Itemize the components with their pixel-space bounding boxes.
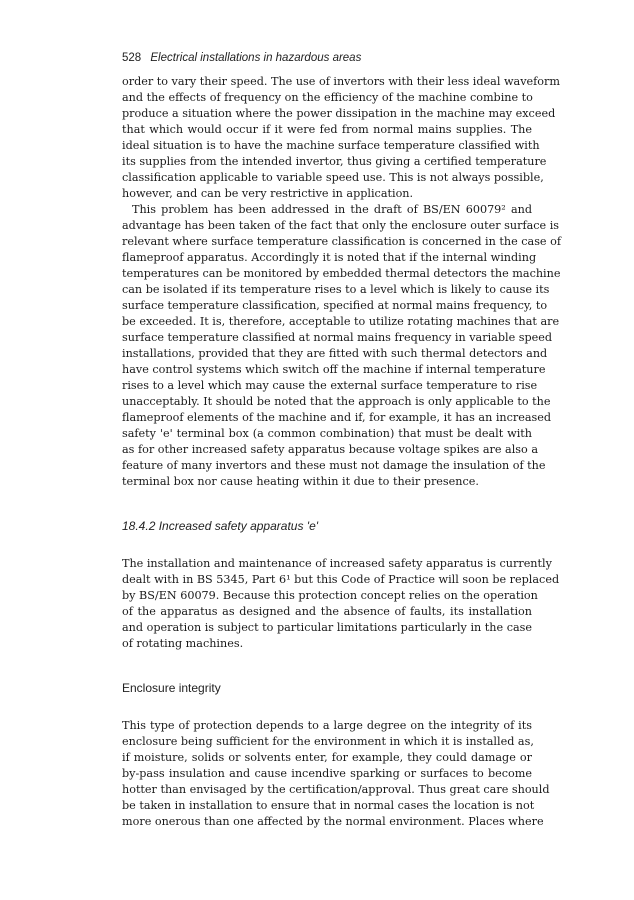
running-head-title: Electrical installations in hazardous areas xyxy=(150,52,362,64)
text-line: rises to a level which may cause the external surface temperature to rise xyxy=(122,379,538,392)
text-line: order to vary their speed. The use of invertors with their less ideal waveform xyxy=(122,75,560,88)
body-text xyxy=(122,74,561,830)
text-line: This problem has been addressed in the draft of BS/EN 60079² and xyxy=(132,203,532,216)
text-line: be exceeded. It is, therefore, acceptable to utilize rotating machines that are xyxy=(122,315,560,328)
text-line: unacceptably. It should be noted that the approach is only applicable to the xyxy=(122,395,551,408)
text-line: its supplies from the intended invertor, thus giving a certified temperature xyxy=(122,155,547,168)
text-line: terminal box nor cause heating within it due to their presence. xyxy=(122,475,479,488)
text-line: surface temperature classified at normal mains frequency in variable speed xyxy=(122,331,553,344)
text-line: more onerous than one affected by the normal environment. Places where xyxy=(122,815,544,828)
text-line: produce a situation where the power dissipation in the machine may exceed xyxy=(122,107,556,120)
paragraph-1 xyxy=(122,74,560,202)
text-line: surface temperature classification, specified at normal mains frequency, to xyxy=(122,299,548,312)
text-line: flameproof elements of the machine and if, for example, it has an increased xyxy=(122,411,552,424)
text-line: relevant where surface temperature classification is concerned in the case of xyxy=(122,235,561,248)
text-line: however, and can be very restrictive in application. xyxy=(122,187,414,200)
section-heading: 18.4.2 Increased safety apparatus 'e' xyxy=(122,519,319,533)
text-line: be taken in installation to ensure that in normal cases the location is not xyxy=(122,799,535,812)
text-line: This type of protection depends to a large degree on the integrity of its xyxy=(122,719,532,732)
text-line: by BS/EN 60079. Because this protection concept relies on the operation xyxy=(122,589,538,602)
text-line: feature of many invertors and these must not damage the insulation of the xyxy=(122,459,546,472)
text-line: The installation and maintenance of increased safety apparatus is currently xyxy=(122,557,552,570)
text-line: ideal situation is to have the machine surface temperature classified with xyxy=(122,139,540,152)
text-line: by-pass insulation and cause incendive sparking or surfaces to become xyxy=(122,767,532,780)
text-line: of the apparatus as designed and the absence of faults, its installation xyxy=(122,605,532,618)
text-line: hotter than envisaged by the certification/approval. Thus great care should xyxy=(122,783,550,796)
text-line: advantage has been taken of the fact that only the enclosure outer surface is xyxy=(122,219,560,232)
text-line: temperatures can be monitored by embedded thermal detectors the machine xyxy=(122,267,561,280)
paragraph-3 xyxy=(122,556,560,652)
text-line: of rotating machines. xyxy=(122,637,244,650)
text-line: have control systems which switch off the machine if internal temperature xyxy=(122,363,546,376)
page-number: 528 xyxy=(122,52,142,64)
text-line: that which would occur if it were fed from normal mains supplies. The xyxy=(122,123,532,136)
text-line: can be isolated if its temperature rises to a level which is likely to cause its xyxy=(122,283,550,296)
text-line: classification applicable to variable speed use. This is not always possible, xyxy=(122,171,544,184)
paragraph-4 xyxy=(122,718,550,830)
text-line: and the effects of frequency on the efficiency of the machine combine to xyxy=(122,91,533,104)
text-line: flameproof apparatus. Accordingly it is noted that if the internal winding xyxy=(122,251,537,264)
subheading: Enclosure integrity xyxy=(122,681,221,695)
running-head xyxy=(122,52,361,64)
text-line: as for other increased safety apparatus because voltage spikes are also a xyxy=(122,443,539,456)
text-line: dealt with in BS 5345, Part 6¹ but this Code of Practice will soon be replaced xyxy=(122,573,560,586)
paragraph-2 xyxy=(122,202,561,490)
text-line: safety 'e' terminal box (a common combination) that must be dealt with xyxy=(122,427,532,440)
text-line: if moisture, solids or solvents enter, for example, they could damage or xyxy=(122,751,532,764)
text-line: and operation is subject to particular limitations particularly in the case xyxy=(122,621,532,634)
text-line: installations, provided that they are fitted with such thermal detectors and xyxy=(122,347,548,360)
text-line: enclosure being sufficient for the environment in which it is installed as, xyxy=(122,735,534,748)
